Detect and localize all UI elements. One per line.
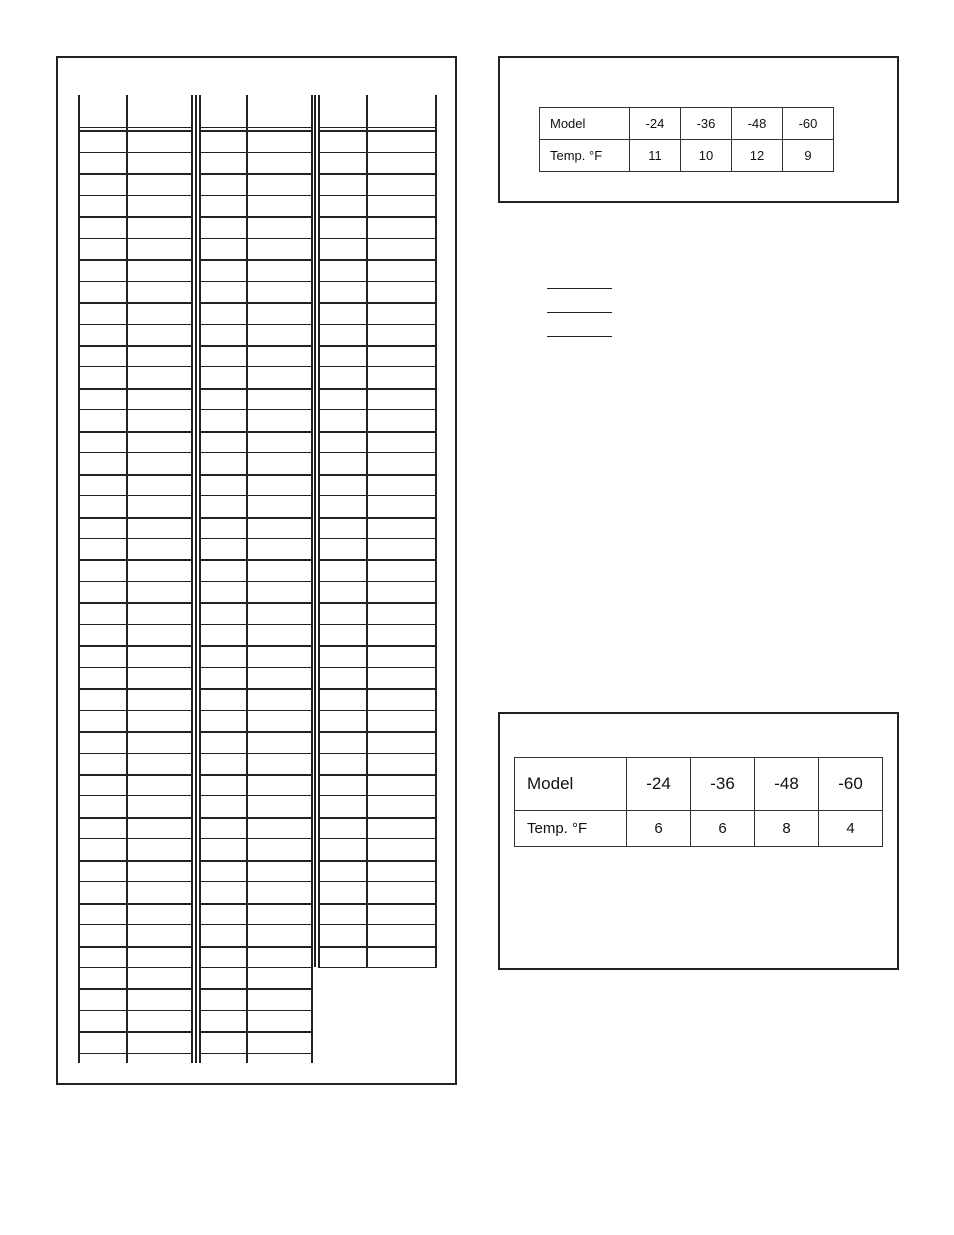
- grid-horizontal-line: [78, 624, 193, 625]
- temp-cell: 4: [819, 811, 883, 847]
- model-cell: -24: [627, 758, 691, 811]
- grid-horizontal-line: [318, 195, 437, 196]
- grid-horizontal-line: [318, 602, 437, 604]
- grid-horizontal-line: [78, 838, 193, 839]
- grid-horizontal-line: [199, 624, 313, 625]
- grid-horizontal-line: [199, 152, 313, 153]
- model-row: [540, 108, 834, 140]
- grid-horizontal-line: [78, 924, 193, 925]
- grid-horizontal-line: [318, 238, 437, 239]
- grid-horizontal-line: [78, 602, 193, 604]
- blank-fill-line: [547, 288, 612, 289]
- grid-horizontal-line: [318, 860, 437, 862]
- grid-horizontal-line: [78, 495, 193, 496]
- model-cell: -24: [630, 108, 681, 140]
- grid-horizontal-line: [318, 409, 437, 410]
- grid-horizontal-line: [318, 946, 437, 948]
- blank-fill-line: [547, 312, 612, 313]
- grid-horizontal-line: [199, 173, 313, 175]
- grid-horizontal-line: [199, 259, 313, 261]
- grid-horizontal-line: [199, 452, 313, 453]
- grid-horizontal-line: [199, 946, 313, 948]
- grid-horizontal-line: [199, 1031, 313, 1033]
- grid-horizontal-line: [199, 731, 313, 733]
- grid-horizontal-line: [78, 860, 193, 862]
- temp-label: Temp. °F: [540, 140, 630, 172]
- grid-horizontal-line: [78, 538, 193, 539]
- grid-horizontal-line: [318, 495, 437, 496]
- grid-horizontal-line: [78, 667, 193, 668]
- model-label: Model: [540, 108, 630, 140]
- grid-horizontal-line: [78, 946, 193, 948]
- grid-horizontal-line: [199, 517, 313, 519]
- grid-horizontal-line: [318, 624, 437, 625]
- grid-horizontal-line: [78, 127, 193, 128]
- grid-horizontal-line: [78, 731, 193, 733]
- grid-horizontal-line: [199, 216, 313, 218]
- grid-horizontal-line: [78, 988, 193, 990]
- grid-horizontal-line: [199, 366, 313, 367]
- grid-horizontal-line: [318, 731, 437, 733]
- grid-horizontal-line: [199, 688, 313, 690]
- grid-vertical-line: [191, 95, 193, 1063]
- grid-horizontal-line: [318, 753, 437, 754]
- grid-horizontal-line: [199, 281, 313, 282]
- grid-vertical-line: [195, 95, 197, 1063]
- grid-horizontal-line: [318, 388, 437, 390]
- temp-cell: 10: [681, 140, 732, 172]
- grid-horizontal-line: [78, 967, 193, 968]
- model-label: Model: [515, 758, 627, 811]
- grid-horizontal-line: [318, 667, 437, 668]
- grid-horizontal-line: [318, 452, 437, 453]
- grid-horizontal-line: [78, 517, 193, 519]
- grid-horizontal-line: [318, 302, 437, 304]
- grid-horizontal-line: [199, 474, 313, 476]
- grid-vertical-line: [314, 95, 316, 967]
- grid-horizontal-line: [78, 173, 193, 175]
- temperature-table-box-2: [498, 712, 899, 970]
- grid-horizontal-line: [199, 559, 313, 561]
- grid-horizontal-line: [199, 1053, 313, 1054]
- grid-horizontal-line: [318, 216, 437, 218]
- grid-horizontal-line: [199, 581, 313, 582]
- model-cell: -60: [783, 108, 834, 140]
- grid-horizontal-line: [318, 345, 437, 347]
- grid-horizontal-line: [199, 860, 313, 862]
- grid-horizontal-line: [199, 538, 313, 539]
- temp-cell: 12: [732, 140, 783, 172]
- grid-horizontal-line: [78, 581, 193, 582]
- grid-horizontal-line: [78, 688, 193, 690]
- grid-horizontal-line: [318, 967, 437, 968]
- grid-horizontal-line: [199, 495, 313, 496]
- grid-horizontal-line: [318, 152, 437, 153]
- grid-horizontal-line: [318, 259, 437, 261]
- grid-horizontal-line: [78, 817, 193, 819]
- grid-horizontal-line: [78, 431, 193, 433]
- grid-horizontal-line: [318, 173, 437, 175]
- grid-horizontal-line: [199, 409, 313, 410]
- grid-horizontal-line: [78, 238, 193, 239]
- grid-horizontal-line: [199, 924, 313, 925]
- grid-horizontal-line: [199, 195, 313, 196]
- grid-horizontal-line: [318, 474, 437, 476]
- grid-horizontal-line: [78, 645, 193, 647]
- grid-horizontal-line: [199, 238, 313, 239]
- grid-horizontal-line: [199, 324, 313, 325]
- grid-horizontal-line: [78, 753, 193, 754]
- temp-cell: 6: [627, 811, 691, 847]
- grid-horizontal-line: [199, 130, 313, 132]
- grid-vertical-line: [366, 95, 368, 967]
- grid-horizontal-line: [78, 302, 193, 304]
- grid-horizontal-line: [318, 127, 437, 128]
- grid-horizontal-line: [78, 881, 193, 882]
- grid-horizontal-line: [318, 903, 437, 905]
- grid-horizontal-line: [199, 667, 313, 668]
- grid-horizontal-line: [199, 345, 313, 347]
- temp-label: Temp. °F: [515, 811, 627, 847]
- temp-cell: 9: [783, 140, 834, 172]
- grid-horizontal-line: [318, 710, 437, 711]
- grid-horizontal-line: [199, 645, 313, 647]
- grid-vertical-line: [311, 95, 313, 1063]
- blank-ruled-table-frame: [56, 56, 457, 1085]
- grid-horizontal-line: [78, 1053, 193, 1054]
- grid-horizontal-line: [78, 281, 193, 282]
- grid-horizontal-line: [199, 795, 313, 796]
- grid-horizontal-line: [318, 774, 437, 776]
- grid-horizontal-line: [318, 924, 437, 925]
- grid-horizontal-line: [78, 474, 193, 476]
- model-row: [515, 758, 883, 811]
- grid-horizontal-line: [318, 559, 437, 561]
- grid-horizontal-line: [318, 517, 437, 519]
- model-cell: -60: [819, 758, 883, 811]
- grid-horizontal-line: [199, 1010, 313, 1011]
- grid-horizontal-line: [318, 366, 437, 367]
- temperature-table-box-1: [498, 56, 899, 203]
- grid-vertical-line: [199, 95, 201, 1063]
- grid-horizontal-line: [318, 838, 437, 839]
- temp-cell: 11: [630, 140, 681, 172]
- model-cell: -48: [755, 758, 819, 811]
- grid-horizontal-line: [78, 903, 193, 905]
- grid-horizontal-line: [78, 366, 193, 367]
- temp-cell: 8: [755, 811, 819, 847]
- grid-horizontal-line: [199, 753, 313, 754]
- grid-horizontal-line: [78, 324, 193, 325]
- grid-horizontal-line: [318, 324, 437, 325]
- grid-vertical-line: [126, 95, 128, 1063]
- grid-horizontal-line: [318, 431, 437, 433]
- grid-horizontal-line: [199, 388, 313, 390]
- grid-horizontal-line: [318, 130, 437, 132]
- model-cell: -36: [691, 758, 755, 811]
- temperature-table-1: [539, 107, 834, 172]
- grid-horizontal-line: [78, 388, 193, 390]
- grid-horizontal-line: [78, 409, 193, 410]
- grid-vertical-line: [78, 95, 80, 1063]
- model-cell: -48: [732, 108, 783, 140]
- grid-horizontal-line: [199, 710, 313, 711]
- grid-horizontal-line: [199, 838, 313, 839]
- grid-horizontal-line: [199, 302, 313, 304]
- grid-horizontal-line: [318, 581, 437, 582]
- grid-horizontal-line: [78, 345, 193, 347]
- temp-row: [515, 811, 883, 847]
- temp-cell: 6: [691, 811, 755, 847]
- grid-horizontal-line: [78, 559, 193, 561]
- grid-horizontal-line: [199, 988, 313, 990]
- grid-horizontal-line: [199, 903, 313, 905]
- grid-horizontal-line: [78, 1010, 193, 1011]
- grid-horizontal-line: [78, 710, 193, 711]
- grid-horizontal-line: [78, 795, 193, 796]
- grid-horizontal-line: [199, 881, 313, 882]
- grid-horizontal-line: [78, 774, 193, 776]
- grid-horizontal-line: [199, 774, 313, 776]
- grid-horizontal-line: [318, 817, 437, 819]
- grid-horizontal-line: [78, 216, 193, 218]
- grid-horizontal-line: [78, 152, 193, 153]
- grid-horizontal-line: [78, 195, 193, 196]
- grid-horizontal-line: [318, 538, 437, 539]
- grid-horizontal-line: [78, 259, 193, 261]
- grid-horizontal-line: [318, 281, 437, 282]
- model-cell: -36: [681, 108, 732, 140]
- grid-horizontal-line: [199, 602, 313, 604]
- grid-horizontal-line: [78, 130, 193, 132]
- grid-vertical-line: [435, 95, 437, 967]
- grid-horizontal-line: [318, 795, 437, 796]
- grid-horizontal-line: [199, 431, 313, 433]
- grid-vertical-line: [318, 95, 320, 967]
- grid-horizontal-line: [318, 881, 437, 882]
- grid-horizontal-line: [318, 688, 437, 690]
- blank-fill-line: [547, 336, 612, 337]
- grid-horizontal-line: [78, 452, 193, 453]
- temp-row: [540, 140, 834, 172]
- grid-horizontal-line: [78, 1031, 193, 1033]
- grid-vertical-line: [246, 95, 248, 1063]
- grid-horizontal-line: [318, 645, 437, 647]
- grid-horizontal-line: [199, 967, 313, 968]
- grid-horizontal-line: [199, 817, 313, 819]
- temperature-table-2: [514, 757, 883, 847]
- grid-horizontal-line: [199, 127, 313, 128]
